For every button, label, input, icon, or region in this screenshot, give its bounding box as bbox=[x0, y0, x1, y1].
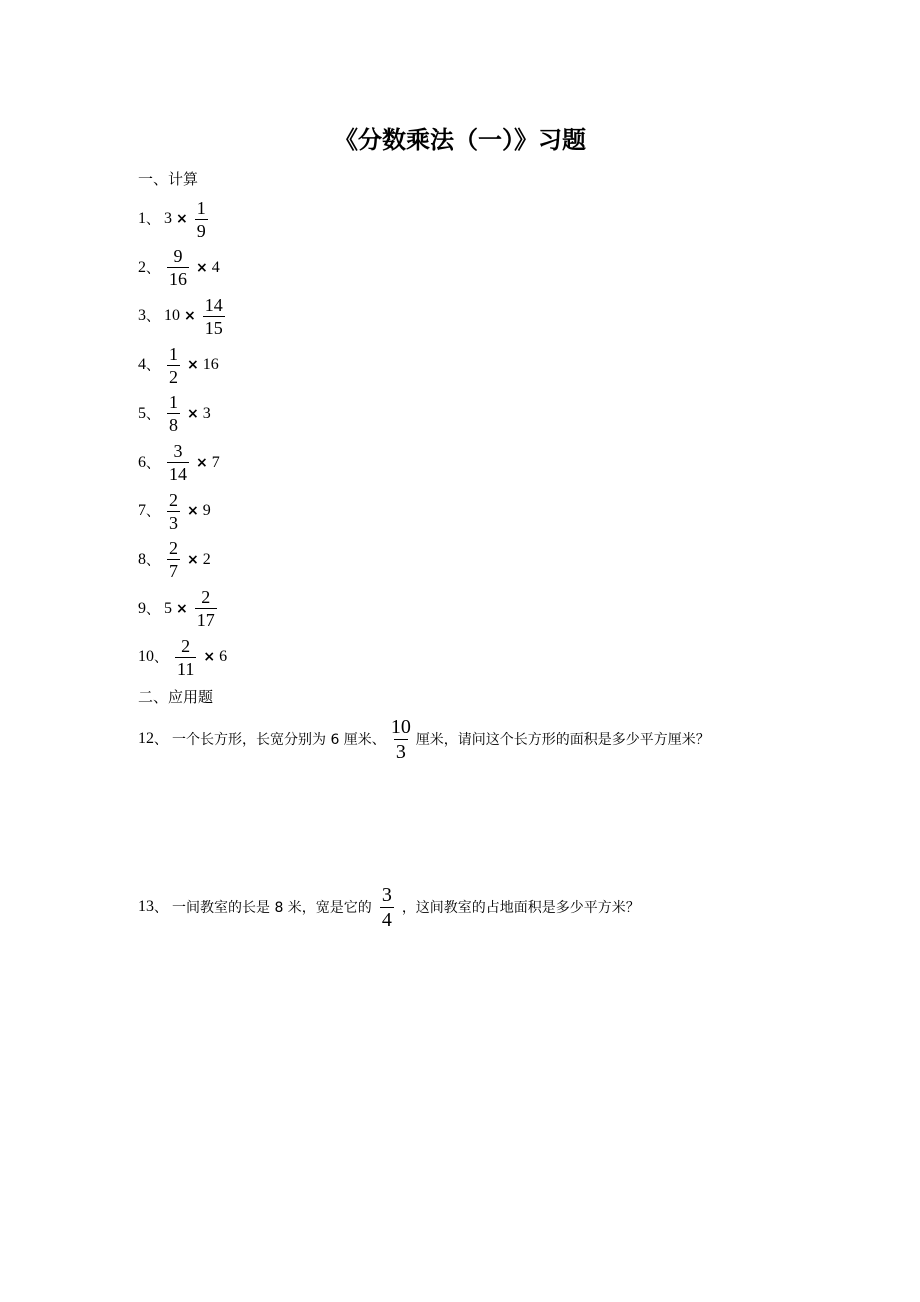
fraction-denominator: 3 bbox=[169, 512, 178, 533]
operand-whole-number: 5 bbox=[164, 599, 172, 617]
problem-separator: 、 bbox=[146, 601, 160, 618]
operand-whole-number: 16 bbox=[202, 356, 219, 374]
calculation-problem bbox=[138, 342, 219, 388]
operand-whole-number: 10 bbox=[164, 307, 180, 325]
fraction-numerator: 9 bbox=[173, 246, 183, 267]
fraction-denominator: 4 bbox=[381, 908, 392, 931]
operand-whole-number: 7 bbox=[211, 453, 220, 471]
word-problem-13 bbox=[138, 882, 640, 932]
fraction-numerator: 1 bbox=[169, 343, 178, 364]
problem-number: 7 bbox=[138, 502, 146, 520]
fraction-denominator: 2 bbox=[169, 366, 178, 387]
problem-separator: 、 bbox=[146, 260, 160, 277]
fraction bbox=[167, 539, 180, 580]
operand-whole-number: 3 bbox=[202, 404, 211, 422]
problem-separator: 、 bbox=[146, 552, 160, 569]
problem-number: 5 bbox=[138, 404, 146, 422]
page-title: 《分数乘法（一）》习题 bbox=[334, 126, 586, 154]
calculation-problem bbox=[138, 245, 220, 291]
multiply-sign: × bbox=[187, 551, 199, 568]
fraction bbox=[380, 885, 394, 930]
fraction bbox=[203, 296, 225, 337]
fraction-denominator: 8 bbox=[169, 415, 178, 436]
calculation-problem bbox=[138, 488, 211, 534]
calculation-problem bbox=[138, 586, 220, 632]
fraction bbox=[195, 588, 217, 629]
fraction-numerator: 2 bbox=[169, 489, 178, 510]
problem-separator: 、 bbox=[146, 504, 160, 521]
problem-separator: 、 bbox=[154, 732, 168, 748]
problem-number: 12 bbox=[138, 730, 154, 747]
problem-number: 13 bbox=[138, 898, 154, 915]
fraction-denominator: 15 bbox=[204, 317, 223, 338]
multiply-sign: × bbox=[176, 211, 188, 227]
fraction bbox=[167, 247, 189, 288]
multiply-sign: × bbox=[184, 308, 196, 325]
fraction-denominator: 9 bbox=[196, 220, 206, 241]
multiply-sign: × bbox=[196, 259, 208, 276]
operand-whole-number: 9 bbox=[202, 502, 211, 520]
operand-whole-number: 3 bbox=[164, 210, 172, 227]
fraction-denominator: 16 bbox=[169, 269, 187, 290]
calculation-problem bbox=[138, 293, 228, 339]
operand-whole-number: 6 bbox=[219, 648, 228, 666]
problem-text: 一个长方形，长宽分别为 6 厘米、 bbox=[172, 732, 386, 748]
fraction-denominator: 11 bbox=[177, 658, 195, 679]
problem-number: 4 bbox=[138, 356, 146, 374]
fraction bbox=[167, 491, 180, 532]
calculation-problem bbox=[138, 537, 211, 583]
operand-whole-number: 2 bbox=[202, 550, 211, 568]
section-heading-calculation: 一、计算 bbox=[138, 170, 199, 188]
multiply-sign: × bbox=[187, 357, 199, 374]
problem-separator: 、 bbox=[146, 212, 160, 228]
calculation-problem bbox=[138, 634, 227, 680]
fraction bbox=[167, 442, 189, 483]
fraction-numerator: 3 bbox=[381, 883, 392, 906]
fraction-numerator: 14 bbox=[204, 294, 223, 315]
problem-number: 2 bbox=[138, 258, 146, 276]
problem-number: 1 bbox=[138, 210, 146, 227]
fraction-numerator: 10 bbox=[390, 715, 411, 738]
fraction-numerator: 3 bbox=[173, 441, 183, 461]
calculation-problem bbox=[138, 391, 211, 437]
problem-text: 一间教室的长是 8 米，宽是它的 bbox=[172, 900, 372, 916]
word-problem-12 bbox=[138, 714, 710, 764]
problem-number: 10 bbox=[138, 648, 154, 666]
problem-separator: 、 bbox=[154, 900, 168, 916]
fraction bbox=[175, 637, 196, 678]
problem-separator: 、 bbox=[154, 650, 168, 667]
fraction-denominator: 14 bbox=[169, 464, 187, 484]
calculation-problem bbox=[138, 196, 211, 242]
fraction bbox=[389, 717, 413, 762]
multiply-sign: × bbox=[187, 405, 199, 422]
fraction-denominator: 3 bbox=[395, 740, 406, 763]
fraction-numerator: 2 bbox=[181, 635, 191, 656]
problem-number: 9 bbox=[138, 599, 146, 617]
fraction-denominator: 7 bbox=[169, 561, 178, 582]
problem-separator: 、 bbox=[146, 455, 160, 472]
problem-separator: 、 bbox=[146, 358, 160, 375]
problem-number: 3 bbox=[138, 307, 146, 325]
fraction-numerator: 2 bbox=[201, 587, 211, 608]
problem-separator: 、 bbox=[146, 309, 160, 326]
fraction bbox=[167, 345, 180, 386]
fraction-denominator: 17 bbox=[196, 610, 215, 631]
problem-text: 厘米，请问这个长方形的面积是多少平方厘米？ bbox=[415, 732, 710, 748]
calculation-problem bbox=[138, 440, 220, 486]
fraction bbox=[167, 393, 180, 434]
fraction-numerator: 2 bbox=[169, 538, 178, 559]
section-heading-word-problems: 二、应用题 bbox=[138, 688, 214, 706]
multiply-sign: × bbox=[187, 503, 199, 520]
fraction-numerator: 1 bbox=[169, 392, 178, 413]
problem-separator: 、 bbox=[146, 406, 160, 423]
multiply-sign: × bbox=[203, 649, 216, 666]
multiply-sign: × bbox=[176, 600, 188, 617]
problem-text: ，这间教室的占地面积是多少平方米？ bbox=[401, 900, 640, 916]
multiply-sign: × bbox=[196, 454, 208, 471]
fraction bbox=[195, 199, 208, 240]
problem-number: 6 bbox=[138, 453, 146, 471]
operand-whole-number: 4 bbox=[211, 258, 220, 276]
fraction-numerator: 1 bbox=[196, 197, 206, 218]
problem-number: 8 bbox=[138, 550, 146, 568]
